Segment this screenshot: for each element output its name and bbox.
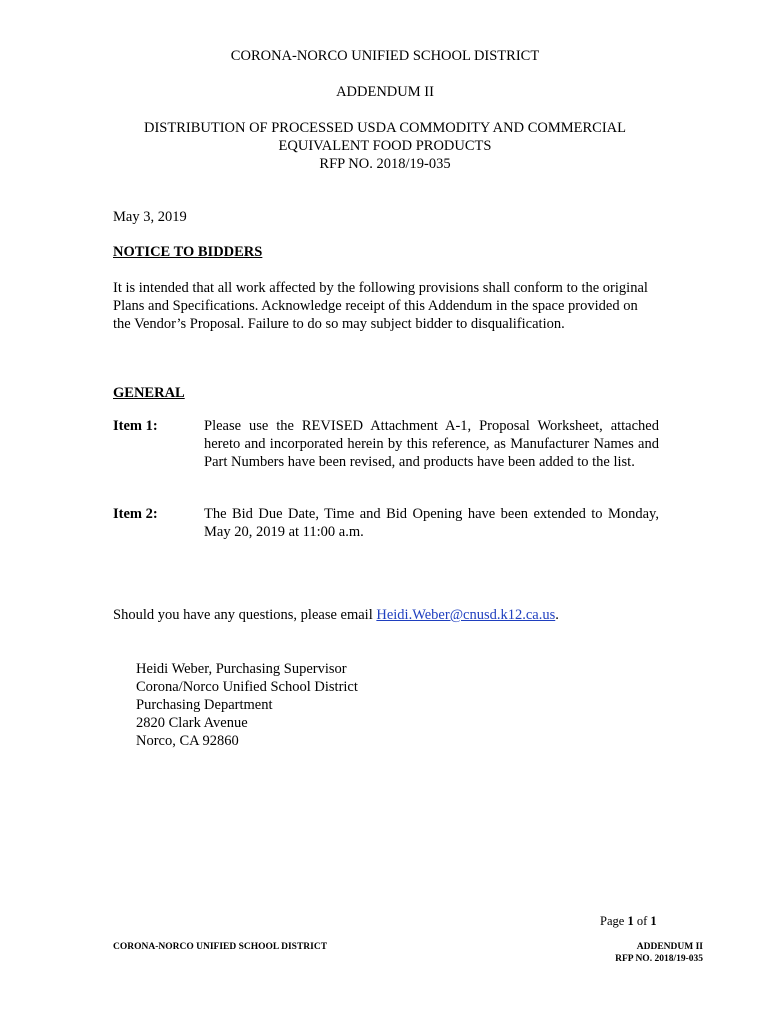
rfp-number: RFP NO. 2018/19-035 — [319, 156, 451, 172]
addendum-title: ADDENDUM II — [336, 84, 434, 100]
questions-line — [113, 606, 559, 624]
item-1-label: Item 1: — [113, 418, 158, 434]
footer-district: CORONA-NORCO UNIFIED SCHOOL DISTRICT — [113, 942, 328, 952]
item-2-label: Item 2: — [113, 506, 158, 522]
general-heading: GENERAL — [113, 385, 185, 401]
document-title-line-2: EQUIVALENT FOOD PRODUCTS — [278, 138, 492, 154]
signature-org: Corona/Norco Unified School District — [136, 679, 358, 695]
signature-city: Norco, CA 92860 — [136, 733, 239, 749]
page-of-word: of — [633, 914, 651, 928]
item-1-text: Please use the REVISED Attachment A-1, Proposal Worksheet, attached hereto and incorporated herein by this reference, as Manufacturer Names and Part Numbers have been revised, and products have been added to the list. — [204, 418, 659, 470]
page-word: Page — [600, 914, 628, 928]
document-title-line-1: DISTRIBUTION OF PROCESSED USDA COMMODITY AND COMMERCIAL — [143, 120, 627, 136]
district-title: CORONA-NORCO UNIFIED SCHOOL DISTRICT — [230, 48, 540, 64]
signature-name: Heidi Weber, Purchasing Supervisor — [136, 661, 347, 677]
footer-addendum: ADDENDUM II — [636, 942, 703, 952]
signature-street: 2820 Clark Avenue — [136, 715, 248, 731]
signature-dept: Purchasing Department — [136, 697, 273, 713]
notice-body: It is intended that all work affected by the following provisions shall conform to the original Plans and Specifications. Acknowledge receipt of this Addendum in the space provided on the Vendor’s Proposal. Failure to do so may subject bidder to disqualification. — [113, 280, 648, 332]
document-date: May 3, 2019 — [113, 209, 187, 225]
questions-suffix: . — [555, 607, 559, 623]
page-number — [600, 912, 657, 930]
email-link[interactable]: Heidi.Weber@cnusd.k12.ca.us — [376, 607, 556, 623]
questions-prefix: Should you have any questions, please email — [113, 607, 377, 623]
item-2-text: The Bid Due Date, Time and Bid Opening have been extended to Monday, May 20, 2019 at 11:00 a.m. — [204, 506, 659, 540]
notice-heading: NOTICE TO BIDDERS — [113, 244, 263, 260]
footer-rfp: RFP NO. 2018/19-035 — [615, 954, 703, 964]
page-current: 1 — [627, 914, 634, 928]
page-total: 1 — [650, 914, 657, 928]
